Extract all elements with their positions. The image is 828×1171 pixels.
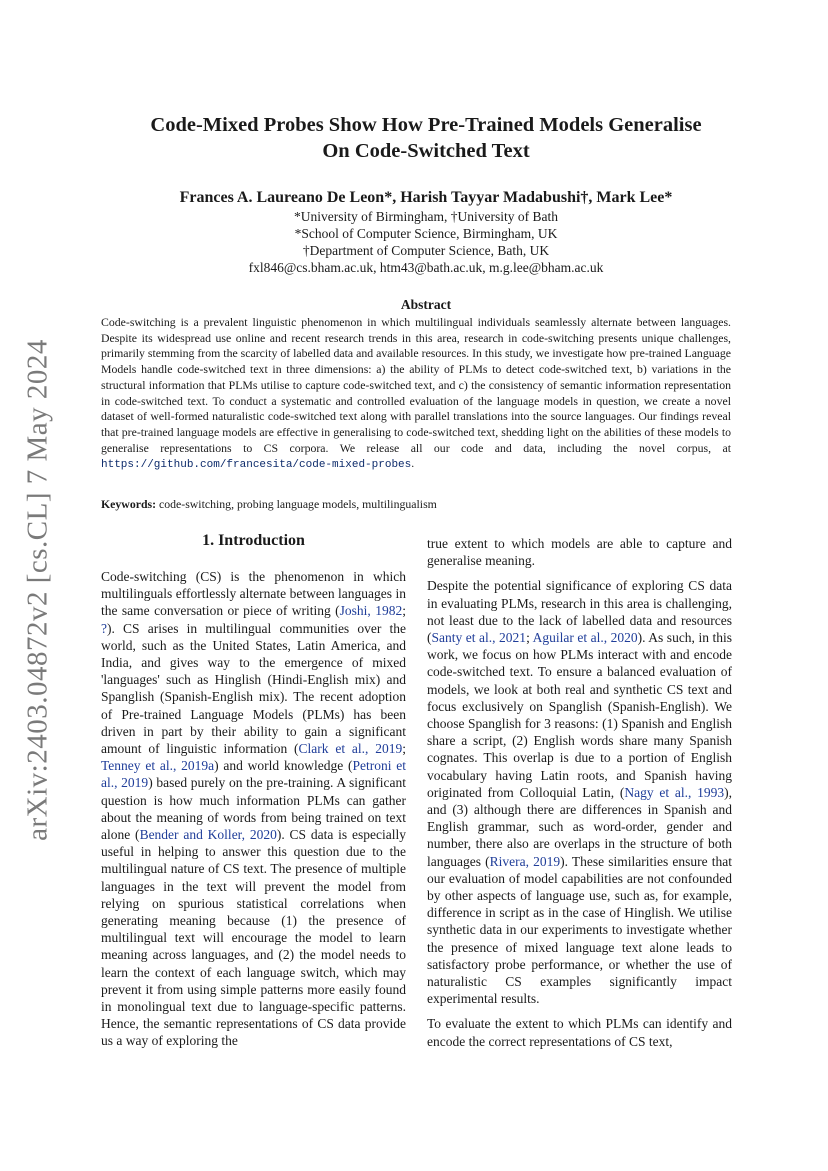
intro-paragraph-2 [427,577,732,1007]
abstract-heading: Abstract [400,297,452,312]
section-heading-introduction: 1. Introduction [202,532,305,549]
citation-link[interactable]: Aguilar et al., 2020 [532,630,638,646]
keywords-label: Keywords: [101,497,157,511]
text-run: ). CS data is especially useful in helping to answer this question due to the multilingual nature of CS text. The presence of multiple languages in the text will prevent the model from relying on spurious statistical correlations when generating meaning because (1) the presence of multilingual text will encourage the model to learn meaning across languages, and (2) the model needs to learn the context of each language switch, which may prevent it from using simple patterns more easily found in monolingual text due to language-specific patterns. Hence, the semantic representations of CS data provide us a way of exploring the [101,827,406,1049]
text-run: ), and (3) although there are differences in Spanish and English grammar, such as word-order, gender and number, there also are overlaps in the structure of both languages ( [427,784,732,869]
text-run: ; [526,630,533,646]
citation-link[interactable]: Tenney et al., 2019a [101,758,215,774]
repository-link[interactable]: https://github.com/francesita/code-mixed-probes [101,459,412,472]
author-emails: fxl846@cs.bham.ac.uk, htm43@bath.ac.uk, m.g.lee@bham.ac.uk [248,260,604,275]
abstract-body [101,315,731,474]
affiliation-universities: *University of Birmingham, †University of Bath [294,209,558,224]
title-line-1: Code-Mixed Probes Show How Pre-Trained Models Generalise [150,114,702,136]
citation-link[interactable]: Joshi, 1982 [339,603,403,619]
text-run: ) and world knowledge ( [214,758,353,774]
right-column [427,535,732,1058]
arxiv-sidebar [14,330,62,850]
text-run: ). These similarities ensure that our evaluation of model capabilities are not confounded by other aspects of language use, such as, for example, difference in script as in the case of Hinglish. We utilise synthetic data in our experiments to investigate whether the presence of mixed language text alone leads to satisfactory probe performance, or whether the use of naturalistic CS examples significantly impact experimental results. [427,853,732,1007]
text-run: ). CS arises in multilingual communities over the world, such as the United States, Latin America, and India, and gives way to the emergence of mixed 'languages' such as Hinglish (Hindi-English mix) and Spanglish (Spanish-English mix). The recent adoption of Pre-trained Language Models (PLMs) has been driven in part by their ability to gain a significant amount of linguistic information ( [101,620,406,757]
citation-link[interactable]: Rivera, 2019 [489,853,561,869]
keywords-text: code-switching, probing language models, multilingualism [156,497,437,511]
text-run: Code-switching (CS) is the phenomenon in which multilinguals effortlessly alternate between languages in the same conversation or piece of writing ( [101,569,406,619]
affiliation-birmingham: *School of Computer Science, Birmingham, UK [294,226,558,241]
text-run: ) based purely on the pre-training. A significant question is how much information PLMs can gather about the meaning of words from being trained on text alone ( [101,775,407,843]
affiliation-bath: †Department of Computer Science, Bath, UK [302,243,550,258]
abstract-end: . [411,456,415,471]
text-run: ). As such, in this work, we focus on how PLMs interact with and encode code-switched text. To ensure a balanced evaluation of models, we look at both real and synthetic CS text and focus exclusively on Spanglish (Spanish-English). We choose Spanglish for 3 reasons: (1) Spanish and English share a script, (2) English words share many Spanish cognates. This overlap is due to a portion of English vocabulary having Latin roots, and Spanish having originated from Colloquial Latin, ( [427,630,732,800]
citation-link[interactable]: ? [101,620,107,636]
abstract-text: Code-switching is a prevalent linguistic phenomenon in which multilingual individuals seamlessly alternate between languages. Despite its widespread use online and recent research trends in this area, research in code-switching presents unique challenges, primarily stemming from the scarcity of labelled data and available resources. In this study, we investigate how pre-trained Language Models handle code-switched text in three dimensions: a) the ability of PLMs to detect code-switched text, b) variations in the structural information that PLMs utilise to capture code-switched text, and c) the consistency of semantic information representation in code-switched text. To conduct a systematic and controlled evaluation of the language models in question, we create a novel dataset of well-formed naturalistic code-switched text along with parallel translations into the source languages. Our findings reveal that pre-trained language models are effective in generalising to code-switched text, shedding light on the abilities of these models to generalise representations to CS corpora. We release all our code and data, including the novel corpus, at [101,315,731,455]
title-line-2: On Code-Switched Text [322,140,530,162]
citation-link[interactable]: Petroni et al., 2019 [101,758,407,791]
text-run: Despite the potential significance of exploring CS data in evaluating PLMs, research in this area is challenging, not least due to the lack of labelled data and resources ( [427,578,732,646]
arxiv-identifier: arXiv:2403.04872v2 [cs.CL] 7 May 2024 [21,339,54,841]
intro-paragraph-continued: true extent to which models are able to capture and generalise meaning. [427,536,732,569]
intro-paragraph-3: To evaluate the extent to which PLMs can identify and encode the correct representations of CS text, [427,1016,732,1049]
citation-link[interactable]: Santy et al., 2021 [431,630,527,646]
left-column [101,568,406,1058]
author-list: Frances A. Laureano De Leon*, Harish Tayyar Madabushi†, Mark Lee* [179,189,673,206]
citation-link[interactable]: Bender and Koller, 2020 [139,827,277,843]
citation-link[interactable]: Nagy et al., 1993 [624,784,725,800]
paper-title [80,112,772,164]
text-run: ; [402,603,406,619]
text-run: ; [402,741,406,757]
intro-paragraph-1 [101,568,406,1050]
keywords-line [101,497,731,512]
citation-link[interactable]: Clark et al., 2019 [298,741,403,757]
